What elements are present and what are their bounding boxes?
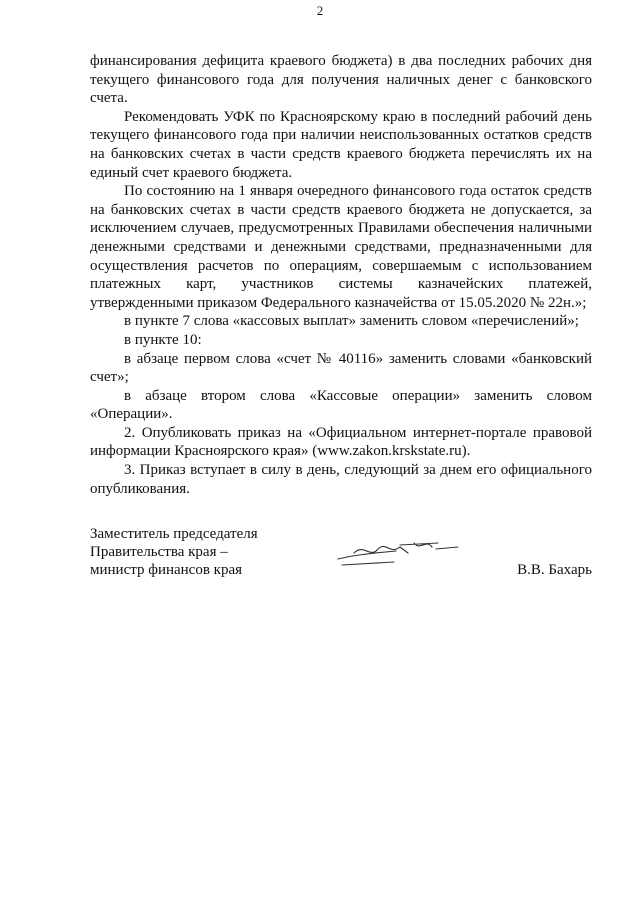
page-number: 2: [316, 3, 324, 18]
paragraph-item-10-second: в абзаце втором слова «Кассовые операции» заменить словом «Операции».: [90, 387, 592, 423]
paragraph-year-balance: По состоянию на 1 января очередного финансового года остаток средств на банковских счетах в части средств краевого бюджета не допускается, за исключением случаев, предусмотренных Правилами обеспечения наличными денежными средствами и денежными средствами, предназначенными для осуществления расчетов по операциям, совершаемым с использованием платежных карт, участников системы казначейских платежей, утвержденными приказом Федерального казначейства от 15.05.2020 № 22н.»;: [90, 183, 592, 311]
document-body: [90, 52, 592, 498]
paragraph-item-10: в пункте 10:: [124, 331, 202, 348]
paragraph-item-7: в пункте 7 слова «кассовых выплат» заменить словом «перечислений»;: [124, 313, 579, 330]
paragraph-continuation: финансирования дефицита краевого бюджета) в два последних рабочих дня текущего финансового года для получения наличных денег с банковского счета.: [90, 53, 592, 107]
paragraph-item-10-first: в абзаце первом слова «счет № 40116» заменить словами «банковский счет»;: [90, 350, 592, 386]
handwritten-signature-icon: [334, 529, 460, 569]
signer-title-line-3: министр финансов края: [90, 562, 243, 578]
signer-name: В.В. Бахарь: [517, 562, 592, 578]
signer-title-line-1: Заместитель председателя: [90, 526, 258, 542]
signer-title-line-2: Правительства края –: [90, 544, 228, 560]
paragraph-ufk-recommendation: Рекомендовать УФК по Красноярскому краю в последний рабочий день текущего финансового года при наличии неиспользованных остатков средств на банковских счетах в части средств краевого бюджета перечислять их на единый счет краевого бюджета.: [90, 108, 592, 181]
signature-block: [90, 525, 592, 585]
paragraph-publish: 2. Опубликовать приказ на «Официальном интернет-портале правовой информации Красноярского края» (www.zakon.krskstate.ru).: [90, 424, 592, 460]
paragraph-effective: 3. Приказ вступает в силу в день, следующий за днем его официального опубликования.: [90, 462, 592, 497]
